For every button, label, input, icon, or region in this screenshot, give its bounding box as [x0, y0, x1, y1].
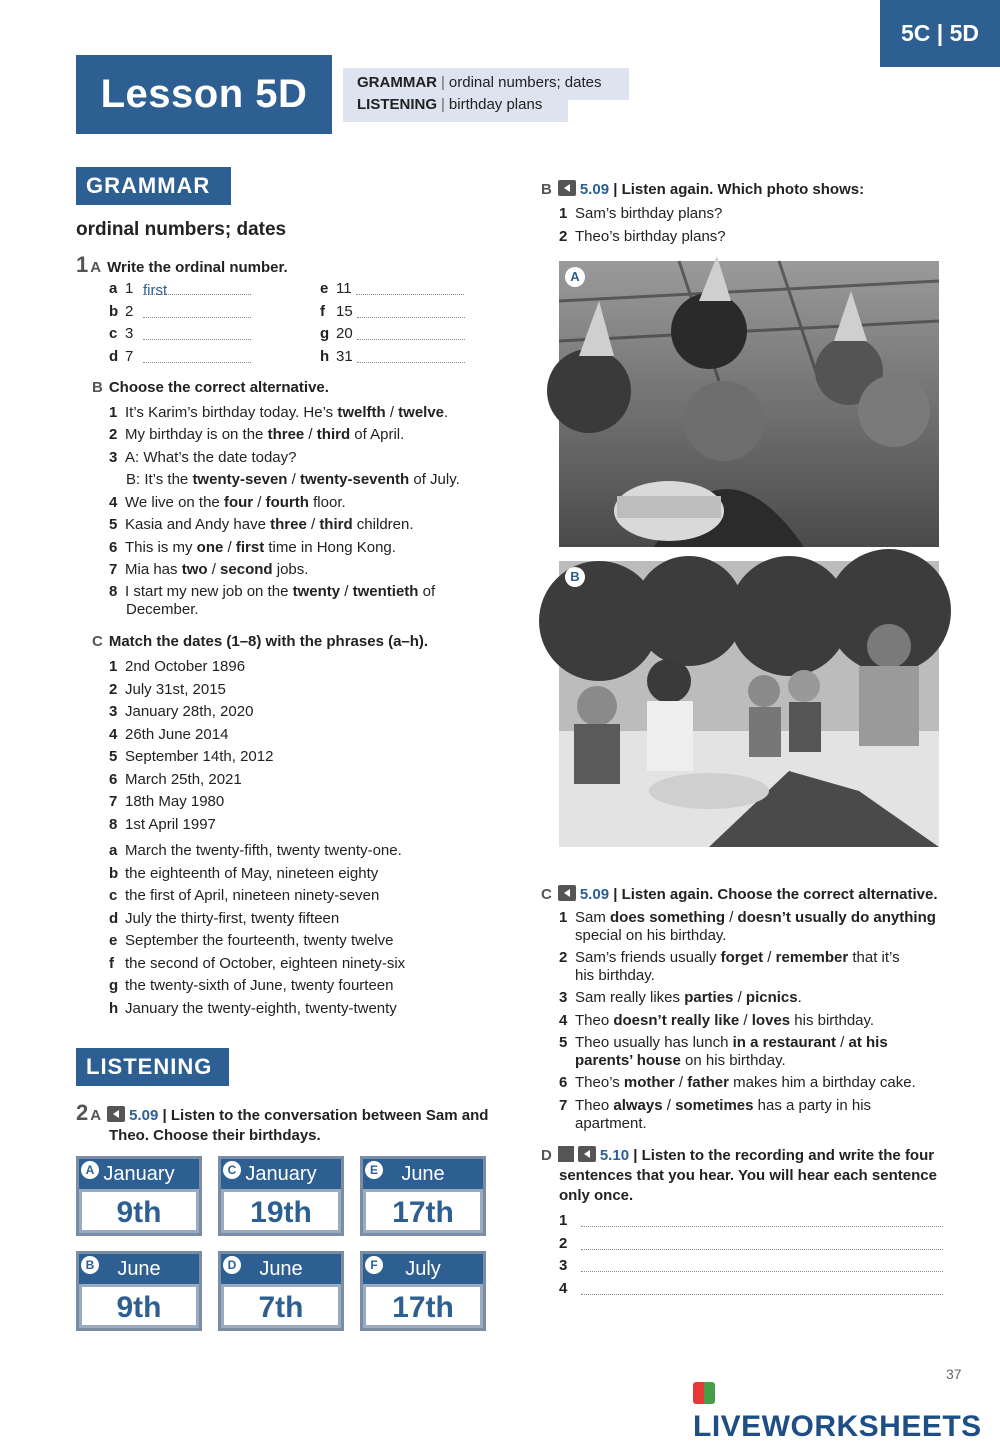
card-month: July [363, 1254, 483, 1284]
option-a[interactable]: does something [610, 909, 726, 926]
card-day: 17th [366, 1287, 480, 1325]
exercise-1c-instruction [92, 633, 428, 650]
choice-sentence [109, 448, 297, 468]
card-label: F [365, 1256, 383, 1274]
item-letter: e [109, 932, 118, 949]
phrase-text: September the fourteenth, twenty twelve [125, 932, 394, 949]
item-number: 5 [559, 1034, 568, 1051]
item-number: 7 [109, 793, 118, 810]
date-text: 2nd October 1896 [125, 658, 246, 675]
card-label: C [223, 1161, 241, 1179]
subtitle-separator: | [441, 96, 445, 113]
sentence-text: This is my [125, 539, 197, 556]
document-icon [558, 1146, 574, 1162]
subtitle-grammar-topic: ordinal numbers; dates [448, 74, 602, 91]
photo-a [559, 261, 939, 547]
item-number: 6 [109, 539, 118, 556]
answer-blank[interactable] [357, 326, 465, 340]
choice-sentence [559, 949, 900, 985]
sentence-text: It’s Karim’s birthday today. He’s [125, 404, 338, 421]
item-letter: b [109, 302, 119, 320]
sentence-text: We live on the [125, 494, 224, 511]
item-number: 6 [559, 1074, 568, 1091]
option-b[interactable]: father [687, 1074, 729, 1091]
choice-sentence [109, 493, 346, 513]
exercise-number: 2 [76, 1100, 89, 1125]
choice-sentence [559, 989, 802, 1007]
option-b[interactable]: third [319, 516, 353, 533]
phrase-item [109, 841, 402, 861]
sentence-cont: apartment. [575, 1115, 647, 1132]
logo-text: LIVEWORKSHEETS [693, 1410, 982, 1443]
ordinal-item [320, 279, 464, 299]
item-number: 3 [109, 703, 118, 720]
choice-sentence [559, 1034, 888, 1070]
item-letter: f [109, 954, 114, 972]
sentence-text: Kasia and Andy have [125, 516, 271, 533]
exercise-1b-instruction [92, 379, 329, 396]
answer-blank[interactable] [143, 281, 251, 299]
card-day: 9th [82, 1287, 196, 1325]
item-number: 7 [559, 1097, 568, 1114]
exercise-letter: A [90, 259, 102, 276]
option-separator: / [207, 561, 221, 578]
exercise-letter: B [92, 379, 103, 396]
ordinal-item [109, 347, 251, 367]
option-a[interactable]: doesn’t really like [613, 1012, 740, 1029]
option-b[interactable]: at his [848, 1034, 888, 1051]
sentence-text: I start my new job on the [125, 583, 293, 600]
item-number: 4 [109, 494, 118, 511]
date-text: 26th June 2014 [125, 725, 229, 743]
audio-icon[interactable] [107, 1106, 125, 1122]
answer-line[interactable] [581, 1258, 943, 1272]
date-item [109, 792, 224, 812]
option-a[interactable]: in a restaurant [732, 1034, 836, 1051]
answer-blank[interactable] [143, 326, 251, 340]
option-b[interactable]: third [316, 426, 351, 443]
question-text: Theo’s birthday plans? [575, 227, 726, 245]
instruction-text: Choose the correct alternative. [108, 379, 329, 396]
item-letter: c [109, 325, 118, 342]
instruction-text: | Listen to the recording and write the four [633, 1147, 935, 1164]
date-card[interactable] [360, 1156, 486, 1236]
instruction-text: Match the dates (1–8) with the phrases (a–h). [108, 633, 429, 650]
ordinal-item [320, 324, 465, 344]
sentence-end: of July. [409, 471, 460, 488]
item-letter: h [320, 347, 330, 365]
photo-b [559, 561, 939, 847]
item-number: 20 [336, 325, 353, 342]
sentence-end: of [418, 583, 436, 600]
date-card[interactable] [218, 1251, 344, 1331]
choice-sentence [559, 1074, 916, 1092]
sentence-text: Sam really likes [575, 989, 685, 1006]
card-day: 9th [82, 1192, 196, 1230]
item-letter: a [109, 280, 118, 297]
item-number: 3 [125, 325, 134, 342]
item-letter: g [320, 325, 330, 342]
subtitle-listening-label: LISTENING [357, 96, 438, 113]
item-number: 2 [109, 680, 118, 698]
picnic-photo [559, 561, 939, 847]
sentence-text: My birthday is on the [125, 426, 268, 443]
item-number: 5 [109, 516, 118, 533]
option-separator: / [835, 1034, 849, 1051]
item-number: 1 [109, 404, 118, 421]
ordinal-item [320, 347, 465, 367]
sentence-end: his birthday. [790, 1012, 875, 1029]
audio-icon[interactable] [578, 1146, 596, 1162]
exercise-2d-instruction [541, 1146, 937, 1206]
phrase-item [109, 999, 397, 1019]
item-number: 4 [109, 725, 118, 743]
date-item [109, 815, 216, 835]
question-item [559, 204, 722, 224]
exercise-letter: A [90, 1107, 102, 1124]
option-a[interactable]: forget [720, 949, 764, 966]
choice-sentence [109, 600, 199, 620]
item-letter: b [109, 864, 119, 882]
choice-sentence [109, 425, 404, 445]
item-number: 5 [109, 748, 118, 765]
instruction-text: | Listen again. Which photo shows: [613, 181, 865, 198]
option-separator: / [674, 1074, 688, 1091]
date-card[interactable] [76, 1156, 202, 1236]
date-text: 18th May 1980 [125, 793, 225, 810]
item-letter: d [109, 347, 119, 365]
card-label: E [365, 1161, 383, 1179]
sentence-text: Sam [575, 909, 611, 926]
item-letter: d [109, 909, 119, 927]
option-separator: / [385, 404, 399, 421]
sentence-end: . [444, 404, 449, 421]
item-letter: c [109, 887, 118, 904]
option-a[interactable]: parties [684, 989, 734, 1006]
option-b[interactable]: fourth [265, 494, 309, 511]
date-item [109, 770, 242, 790]
item-number: 4 [559, 1012, 568, 1029]
option-separator: / [306, 516, 320, 533]
option-b[interactable]: loves [751, 1012, 791, 1029]
instruction-text: | Listen again. Choose the correct alternative. [613, 886, 938, 903]
item-number: 2 [125, 302, 134, 320]
option-a[interactable]: twenty-seven [192, 471, 288, 488]
line-number: 2 [559, 1234, 568, 1252]
option-separator: / [733, 989, 746, 1006]
sentence-end: children. [352, 516, 414, 533]
card-month: January [221, 1159, 341, 1189]
track-number: 5.09 [129, 1107, 159, 1124]
track-number: 5.09 [579, 181, 610, 198]
sentence-end: time in Hong Kong. [264, 539, 396, 556]
card-label: B [81, 1256, 99, 1274]
card-day: 17th [366, 1192, 480, 1230]
sentence-text: Theo [575, 1097, 614, 1114]
sentence-end: makes him a birthday cake. [728, 1074, 916, 1091]
option-b[interactable]: sometimes [675, 1097, 754, 1114]
instruction-text: Write the ordinal number. [107, 259, 288, 276]
item-number: 8 [109, 815, 118, 833]
logo-icon [693, 1382, 715, 1404]
sentence-cont: his birthday. [575, 967, 655, 984]
sentence-text: Theo’s [575, 1074, 624, 1091]
option-a[interactable]: three [270, 516, 307, 533]
date-card[interactable] [218, 1156, 344, 1236]
answer-line[interactable] [581, 1213, 943, 1227]
audio-icon[interactable] [558, 180, 576, 196]
option-b[interactable]: second [220, 561, 273, 578]
item-number: 2 [109, 426, 118, 443]
item-number: 1 [109, 658, 118, 675]
phrase-text: the twenty-sixth of June, twenty fourteen [125, 977, 394, 994]
option-b[interactable]: picnics [745, 989, 798, 1006]
option-a[interactable]: always [613, 1097, 663, 1114]
answer-text: first [143, 282, 168, 299]
ordinal-item [320, 302, 465, 322]
grammar-heading: ordinal numbers; dates [76, 219, 287, 240]
date-item [109, 702, 253, 722]
answer-line[interactable] [581, 1236, 943, 1250]
phrase-item [109, 954, 405, 974]
option-b[interactable]: remember [775, 949, 849, 966]
option-separator: / [253, 494, 266, 511]
instruction-text-2: Theo. Choose their birthdays. [109, 1127, 321, 1144]
option-separator: / [287, 471, 300, 488]
phrase-item [109, 976, 393, 996]
answer-blank[interactable] [357, 349, 465, 363]
subtitle-grammar-label: GRAMMAR [357, 74, 437, 91]
phrase-text: the second of October, eighteen ninety-six [125, 954, 406, 972]
choice-sentence [109, 470, 460, 490]
liveworksheets-logo [693, 1376, 1000, 1444]
option-separator: / [763, 949, 776, 966]
sentence-end: that it’s [848, 949, 900, 966]
date-text: July 31st, 2015 [125, 680, 226, 698]
ordinal-item [109, 279, 251, 299]
card-label: A [81, 1161, 99, 1179]
phrase-text: January the twenty-eighth, twenty-twenty [125, 999, 397, 1017]
line-number: 4 [559, 1279, 568, 1297]
item-number: 15 [336, 302, 353, 320]
date-text: 1st April 1997 [125, 815, 216, 833]
audio-icon[interactable] [558, 885, 576, 901]
instruction-text: | Listen to the conversation between Sam and [162, 1107, 489, 1124]
instruction-text-3: only once. [559, 1187, 634, 1204]
write-line [559, 1279, 943, 1299]
photo-label: B [565, 567, 585, 587]
item-number: 7 [109, 561, 118, 578]
option-separator: / [662, 1097, 676, 1114]
item-number: 3 [559, 989, 568, 1006]
option-b[interactable]: twenty-seventh [300, 471, 410, 488]
line-number: 1 [559, 1212, 568, 1229]
item-number: 2 [559, 227, 568, 245]
page-number: 37 [946, 1366, 962, 1382]
date-item [109, 725, 228, 745]
birthday-party-photo [559, 261, 939, 547]
question-item [559, 227, 726, 247]
exercise-letter: C [541, 886, 552, 903]
phrase-text: March the twenty-fifth, twenty twenty-one. [125, 842, 402, 859]
option-separator: / [340, 583, 353, 600]
sentence-end: has a party in his [753, 1097, 872, 1114]
phrase-text: the eighteenth of May, nineteen eighty [125, 864, 379, 882]
write-line [559, 1211, 943, 1231]
choice-sentence [559, 909, 936, 945]
ordinal-item [109, 302, 251, 322]
choice-sentence [109, 538, 396, 558]
option-a[interactable]: twelfth [337, 404, 386, 421]
option-b-cont[interactable]: parents’ house [575, 1052, 681, 1069]
date-text: March 25th, 2021 [125, 770, 242, 788]
subtitle-listening [343, 94, 568, 122]
choice-sentence [109, 582, 435, 602]
answer-blank[interactable] [357, 304, 465, 318]
item-number: 31 [336, 347, 353, 365]
choice-sentence [109, 560, 308, 580]
track-number: 5.09 [579, 886, 610, 903]
photo-label: A [565, 267, 585, 287]
item-number: 6 [109, 770, 118, 788]
card-month: January [79, 1159, 199, 1189]
instruction-text-2: sentences that you hear. You will hear each sentence [559, 1167, 937, 1184]
option-b[interactable]: doesn’t usually do anything [737, 909, 936, 926]
answer-blank[interactable] [143, 304, 251, 318]
ordinal-item [109, 324, 251, 344]
option-a[interactable]: twenty [292, 583, 341, 600]
option-b[interactable]: first [235, 539, 265, 556]
choice-sentence [109, 515, 414, 535]
answer-blank[interactable] [356, 281, 464, 295]
sentence-text: Mia has [125, 561, 182, 578]
option-a[interactable]: four [223, 494, 254, 511]
option-a[interactable]: one [196, 539, 224, 556]
sentence-cont: on his birthday. [680, 1052, 786, 1069]
card-month: June [79, 1254, 199, 1284]
phrase-text: July the thirty-first, twenty fifteen [125, 909, 340, 927]
item-number: 7 [125, 347, 134, 365]
sentence-text: Theo [575, 1012, 614, 1029]
subtitle-listening-topic: birthday plans [448, 96, 543, 113]
option-a[interactable]: mother [623, 1074, 675, 1091]
sentence-text: Sam’s friends usually [575, 949, 721, 966]
date-card[interactable] [76, 1251, 202, 1331]
track-number: 5.10 [599, 1147, 630, 1164]
phrase-item [109, 864, 378, 884]
sentence-text: December. [126, 601, 199, 618]
card-label: D [223, 1256, 241, 1274]
exercise-2c-instruction [541, 885, 938, 903]
unit-tab: 5C | 5D [880, 0, 1000, 67]
item-number: 11 [336, 280, 352, 297]
exercise-letter: C [92, 633, 103, 650]
exercise-2a-instruction [76, 1100, 496, 1146]
item-number: 3 [109, 449, 118, 466]
phrase-item [109, 886, 379, 906]
item-number: 1 [559, 909, 568, 926]
write-line [559, 1234, 943, 1254]
choice-sentence [559, 1012, 874, 1030]
exercise-number: 1 [76, 252, 89, 277]
item-letter: e [320, 280, 329, 297]
question-text: Sam’s birthday plans? [575, 205, 723, 222]
phrase-text: the first of April, nineteen ninety-seven [125, 887, 380, 904]
sentence-text: Theo usually has lunch [575, 1034, 733, 1051]
item-letter: h [109, 999, 119, 1017]
item-letter: g [109, 977, 119, 994]
date-item [109, 747, 273, 767]
sentence-cont: special on his birthday. [575, 927, 727, 944]
line-number: 3 [559, 1257, 568, 1274]
sentence-end: floor. [308, 494, 346, 511]
phrase-item [109, 931, 393, 951]
exercise-letter: D [541, 1147, 552, 1164]
item-number: 1 [559, 205, 568, 222]
sentence-end: . [797, 989, 802, 1006]
item-number: 1 [125, 280, 134, 297]
item-letter: a [109, 842, 118, 859]
listening-section-bar: LISTENING [76, 1048, 229, 1086]
date-text: January 28th, 2020 [125, 703, 254, 720]
answer-blank[interactable] [143, 349, 251, 363]
option-separator: / [725, 909, 738, 926]
date-text: September 14th, 2012 [125, 748, 274, 765]
option-separator: / [223, 539, 236, 556]
option-a[interactable]: two [181, 561, 208, 578]
option-a[interactable]: three [267, 426, 305, 443]
card-day: 19th [224, 1192, 338, 1230]
option-separator: / [739, 1012, 752, 1029]
date-item [109, 680, 226, 700]
date-card[interactable] [360, 1251, 486, 1331]
answer-line[interactable] [581, 1281, 943, 1295]
choice-sentence [109, 403, 448, 423]
choice-sentence [559, 1097, 871, 1133]
sentence-end: jobs. [272, 561, 309, 578]
sentence-end: of April. [350, 426, 405, 443]
card-month: June [363, 1159, 483, 1189]
option-b[interactable]: twelve [398, 404, 445, 421]
exercise-1a-instruction [76, 252, 288, 278]
sentence-text: A: What’s the date today? [125, 449, 297, 466]
grammar-section-bar: GRAMMAR [76, 167, 231, 205]
exercise-2b-instruction [541, 180, 864, 198]
sentence-text: B: It’s the [126, 471, 193, 488]
subtitle-separator: | [441, 74, 445, 91]
exercise-letter: B [541, 181, 552, 198]
option-separator: / [304, 426, 317, 443]
option-b[interactable]: twentieth [352, 583, 419, 600]
item-number: 8 [109, 583, 118, 600]
write-line [559, 1256, 943, 1276]
card-month: June [221, 1254, 341, 1284]
item-letter: f [320, 302, 325, 320]
item-number: 2 [559, 949, 568, 966]
lesson-title: Lesson 5D [76, 55, 332, 134]
card-day: 7th [224, 1287, 338, 1325]
phrase-item [109, 909, 339, 929]
date-item [109, 657, 245, 677]
